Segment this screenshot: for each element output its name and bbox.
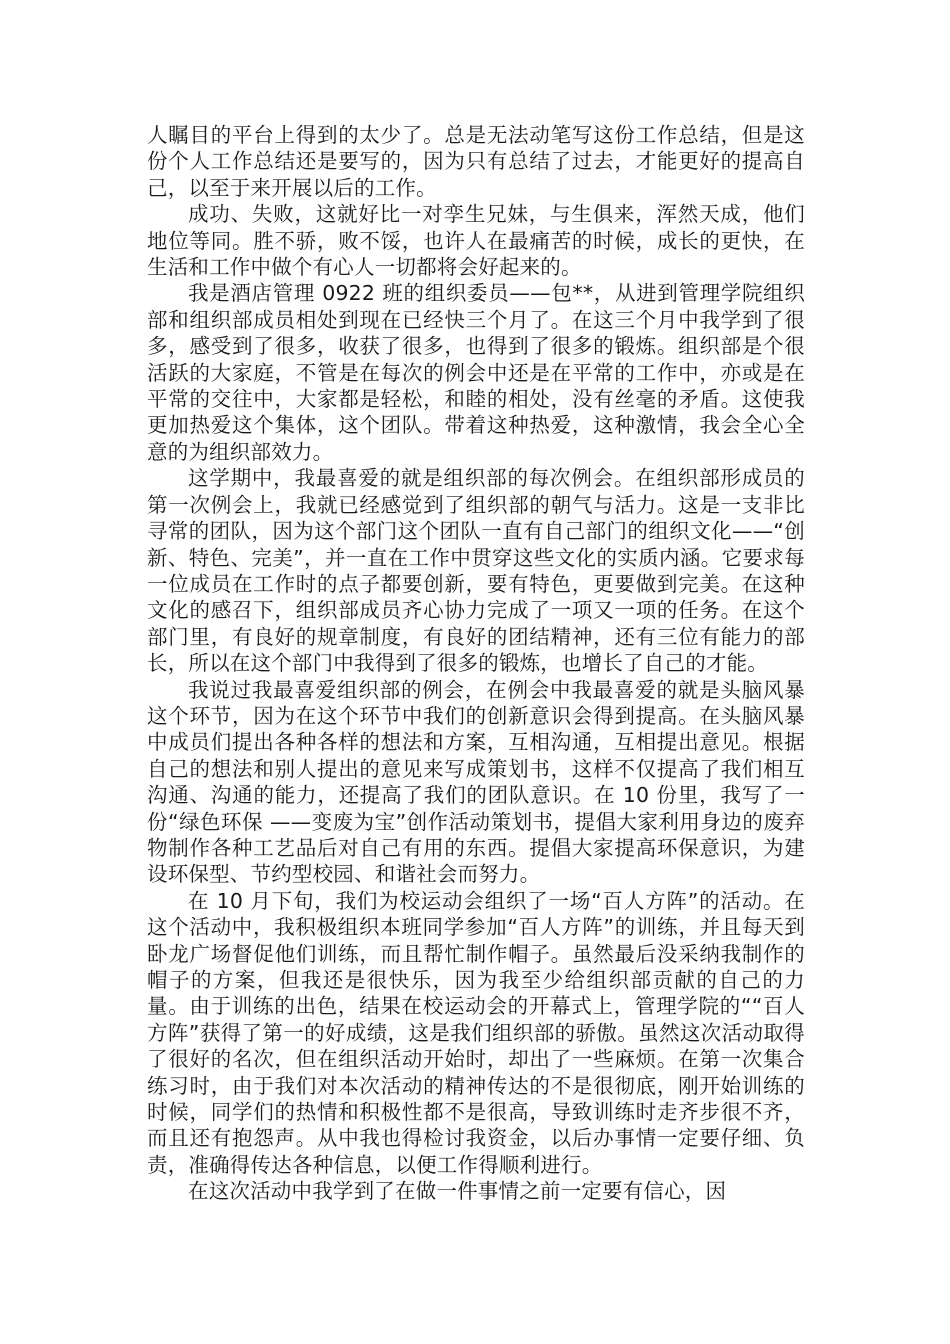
paragraph-1: 人瞩目的平台上得到的太少了。总是无法动笔写这份工作总结，但是这份个人工作总结还是要写的，因为只有总结了过去，才能更好的提高自己，以至于来开展以后的工作。 [147, 123, 805, 200]
paragraph-5: 我说过我最喜爱组织部的例会，在例会中我最喜爱的就是头脑风暴这个环节，因为在这个环节中我们的创新意识会得到提高。在头脑风暴中成员们提出各种各样的想法和方案，互相沟通，互相提出意见。根据自己的想法和别人提出的意见来写成策划书，这样不仅提高了我们相互沟通、沟通的能力，还提高了我们的团队意识。在 10 份里，我写了一份“绿色环保 ——变废为宝”创作活动策划书，提倡大家利用身边的废弃物制作各种工艺品后对自己有用的东西。提倡大家提高环保意识，为建设环保型、节约型校园、和谐社会而努力。 [147, 677, 805, 887]
paragraph-2: 成功、失败，这就好比一对孪生兄妹，与生俱来，浑然天成，他们地位等同。胜不骄，败不馁，也许人在最痛苦的时候，成长的更快，在生活和工作中做个有心人一切都将会好起来的。 [147, 202, 805, 280]
paragraph-3: 我是酒店管理 0922 班的组织委员——包**，从进到管理学院组织部和组织部成员相处到现在已经快三个月了。在这三个月中我学到了很多，感受到了很多，收获了很多，也得到了很多的锻炼。组织部是个很活跃的大家庭，不管是在每次的例会中还是在平常的工作中，亦或是在平常的交往中，大家都是轻松，和睦的相处，没有丝毫的矛盾。这使我更加热爱这个集体，这个团队。带着这种热爱，这种激情，我会全心全意的为组织部效力。 [147, 281, 805, 464]
document-body [147, 122, 805, 1205]
paragraph-7: 在这次活动中我学到了在做一件事情之前一定要有信心，因 [188, 1179, 727, 1204]
paragraph-4: 这学期中，我最喜爱的就是组织部的每次例会。在组织部形成员的第一次例会上，我就已经感觉到了组织部的朝气与活力。这是一支非比寻常的团队，因为这个部门这个团队一直有自己部门的组织文化——“创新、特色、完美”，并一直在工作中贯穿这些文化的实质内涵。它要求每一位成员在工作时的点子都要创新，要有特色，更要做到完美。在这种文化的感召下，组织部成员齐心协力完成了一项又一项的任务。在这个部门里，有良好的规章制度，有良好的团结精神，还有三位有能力的部长，所以在这个部门中我得到了很多的锻炼，也增长了自己的才能。 [147, 466, 805, 676]
paragraph-6: 在 10 月下旬，我们为校运动会组织了一场“百人方阵”的活动。在这个活动中，我积极组织本班同学参加“百人方阵”的训练，并且每天到卧龙广场督促他们训练，而且帮忙制作帽子。虽然最后没采纳我制作的帽子的方案，但我还是很快乐，因为我至少给组织部贡献的自己的力量。由于训练的出色，结果在校运动会的开幕式上，管理学院的““百人方阵”获得了第一的好成绩，这是我们组织部的骄傲。虽然这次活动取得了很好的名次，但在组织活动开始时，却出了一些麻烦。在第一次集合练习时，由于我们对本次活动的精神传达的不是很彻底，刚开始训练的时候，同学们的热情和积极性都不是很高，导致训练时走齐步很不齐，而且还有抱怨声。从中我也得检讨我资金，以后办事情一定要仔细、负责，准确得传达各种信息，以便工作得顺利进行。 [147, 888, 805, 1177]
